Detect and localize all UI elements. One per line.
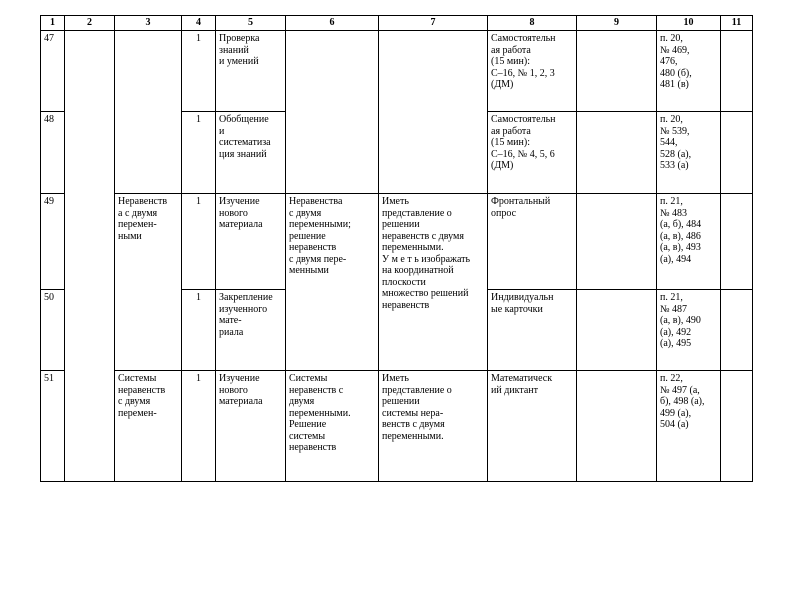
lesson-number: 49 — [41, 194, 65, 290]
hours-cell: 1 — [182, 194, 216, 290]
table-row — [41, 31, 753, 112]
lesson-number: 47 — [41, 31, 65, 112]
topic-cell: Неравенств а с двумя перемен- ными — [115, 194, 182, 371]
table-row — [41, 194, 753, 290]
skills-cell: Иметь представление о решении системы нера- венств с двумя переменными. — [379, 371, 488, 482]
col-header: 2 — [65, 16, 115, 31]
col11-cell — [721, 290, 753, 371]
col9-cell — [577, 112, 657, 194]
col11-cell — [721, 112, 753, 194]
col9-cell — [577, 31, 657, 112]
content-cell: Системы неравенств с двумя переменными. Решение системы неравенств — [286, 371, 379, 482]
lesson-type-cell: Изучение нового материала — [216, 371, 286, 482]
col-header: 4 — [182, 16, 216, 31]
table-row — [41, 371, 753, 482]
col-header: 6 — [286, 16, 379, 31]
lesson-number: 51 — [41, 371, 65, 482]
skills-cell: Иметь представление о решении неравенств с двумя переменными. У м е т ь изображать на координатной плоскости множество решений неравенств — [379, 194, 488, 371]
col-header: 3 — [115, 16, 182, 31]
col-header: 10 — [657, 16, 721, 31]
col-header: 8 — [488, 16, 577, 31]
hours-cell: 1 — [182, 290, 216, 371]
homework-cell: п. 20, № 539, 544, 528 (а), 533 (а) — [657, 112, 721, 194]
homework-cell: п. 21, № 483 (а, б), 484 (а, в), 486 (а, в), 493 (а), 494 — [657, 194, 721, 290]
homework-cell: п. 22, № 497 (а, б), 498 (а), 499 (а), 504 (а) — [657, 371, 721, 482]
topic-cell: Системы неравенств с двумя перемен- — [115, 371, 182, 482]
lesson-type-cell: Обобщение и систематиза ция знаний — [216, 112, 286, 194]
homework-cell: п. 21, № 487 (а, в), 490 (а), 492 (а), 495 — [657, 290, 721, 371]
col9-cell — [577, 290, 657, 371]
col-header: 11 — [721, 16, 753, 31]
lesson-type-cell: Закрепление изученного мате- риала — [216, 290, 286, 371]
header-row — [41, 16, 753, 31]
control-cell: Самостоятельн ая работа (15 мин): С–16, № 4, 5, 6 (ДМ) — [488, 112, 577, 194]
topic-cell — [115, 31, 182, 194]
lesson-number: 50 — [41, 290, 65, 371]
content-cell: Неравенства с двумя переменными; решение неравенств с двумя пере- менными — [286, 194, 379, 371]
control-cell: Математическ ий диктант — [488, 371, 577, 482]
skills-cell — [379, 31, 488, 194]
lesson-type-cell: Изучение нового материала — [216, 194, 286, 290]
content-cell — [286, 31, 379, 194]
control-cell: Самостоятельн ая работа (15 мин): С–16, № 1, 2, 3 (ДМ) — [488, 31, 577, 112]
control-cell: Индивидуальн ые карточки — [488, 290, 577, 371]
lesson-type-cell: Проверка знаний и умений — [216, 31, 286, 112]
col-header: 5 — [216, 16, 286, 31]
hours-cell: 1 — [182, 371, 216, 482]
lesson-plan-table — [40, 15, 753, 482]
control-cell: Фронтальный опрос — [488, 194, 577, 290]
col-header: 1 — [41, 16, 65, 31]
col11-cell — [721, 371, 753, 482]
col-header: 9 — [577, 16, 657, 31]
homework-cell: п. 20, № 469, 476, 480 (б), 481 (в) — [657, 31, 721, 112]
col11-cell — [721, 194, 753, 290]
lesson-number: 48 — [41, 112, 65, 194]
hours-cell: 1 — [182, 112, 216, 194]
col9-cell — [577, 371, 657, 482]
col-header: 7 — [379, 16, 488, 31]
section-cell — [65, 31, 115, 482]
col9-cell — [577, 194, 657, 290]
col11-cell — [721, 31, 753, 112]
hours-cell: 1 — [182, 31, 216, 112]
